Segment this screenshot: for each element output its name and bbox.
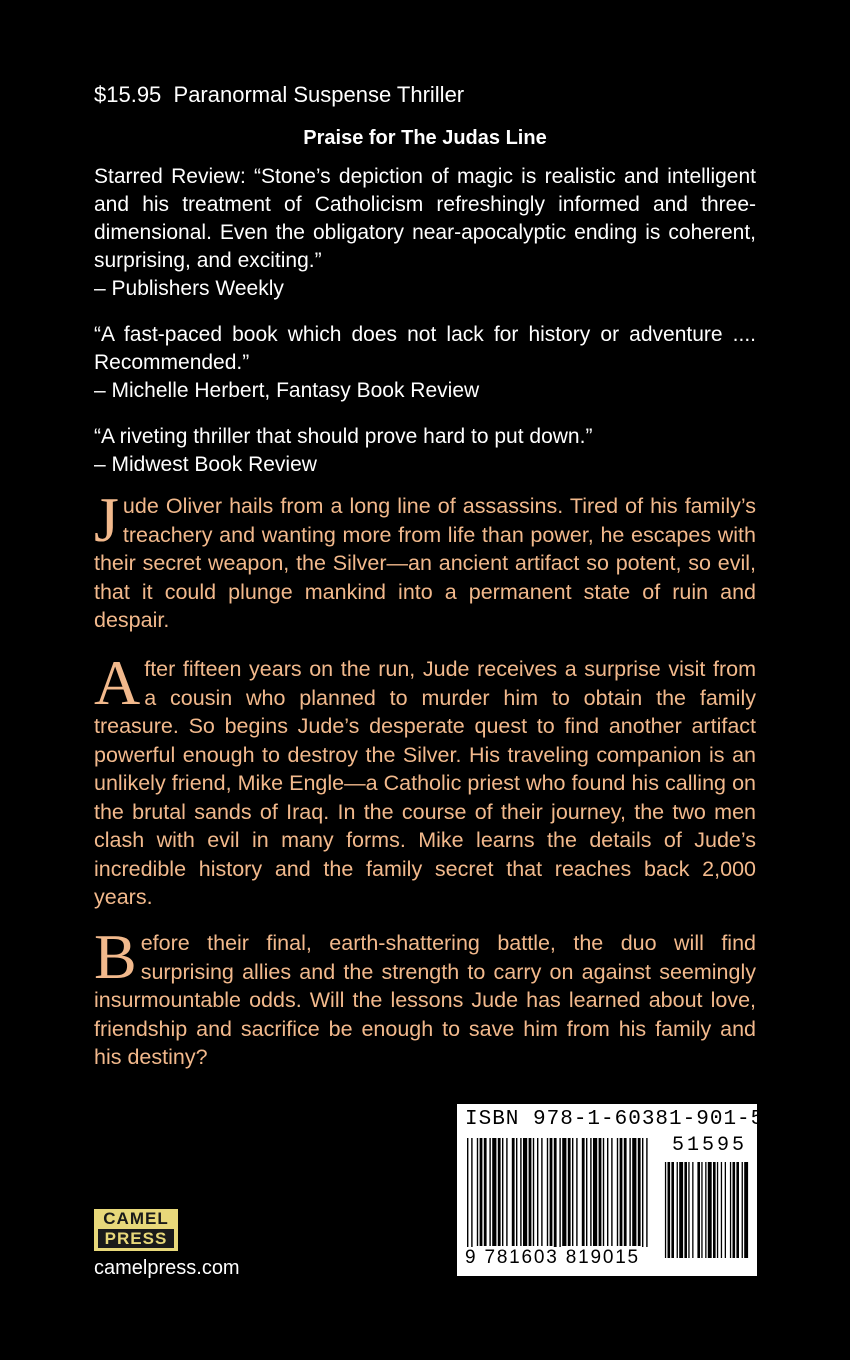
- drop-cap: J: [94, 484, 119, 555]
- isbn-label: ISBN 978-1-60381-901-5: [465, 1108, 765, 1131]
- drop-cap: B: [94, 921, 137, 992]
- review-quote: “A fast-paced book which does not lack for history or adventure .... Recommended.”: [94, 323, 756, 374]
- price-code: 51595: [671, 1134, 747, 1157]
- blurb-paragraph: [94, 484, 756, 635]
- review-item: [94, 163, 756, 303]
- blurb-paragraph: [94, 647, 756, 912]
- logo-line-camel: CAMEL: [103, 1209, 169, 1228]
- review-quote: “A riveting thriller that should prove hard to put down.”: [94, 425, 593, 448]
- logo-line-press: PRESS: [98, 1229, 174, 1248]
- price-genre-line: $15.95 Paranormal Suspense Thriller: [94, 82, 465, 107]
- praise-heading: Praise for The Judas Line: [303, 127, 547, 149]
- review-attribution: – Michelle Herbert, Fantasy Book Review: [94, 379, 480, 402]
- blurb-text: fter fifteen years on the run, Jude receives a surprise visit from a cousin who planned to murder him to obtain the family treasure. So begins Jude’s desperate quest to find another artifact powerful enough to destroy the Silver. His traveling companion is an unlikely friend, Mike Engle—a Catholic priest who found his calling on the brutal sands of Iraq. In the course of their journey, the two men clash with evil in many forms. Mike learns the details of Jude’s incredible history and the family secret that reaches back 2,000 years.: [94, 657, 756, 909]
- review-item: [94, 423, 756, 479]
- blurb-paragraph: [94, 921, 756, 1072]
- review-attribution: – Midwest Book Review: [94, 453, 317, 476]
- review-quote: Starred Review: “Stone’s depiction of magic is realistic and intelligent and his treatment of Catholicism refreshingly informed and three-dimensional. Even the obligatory near-apocalyptic ending is coherent, surprising, and exciting.”: [94, 165, 756, 272]
- ean-digits: 9 781603 819015: [463, 1247, 655, 1269]
- review-item: [94, 321, 756, 405]
- drop-cap: A: [94, 647, 141, 718]
- review-attribution: – Publishers Weekly: [94, 277, 284, 300]
- blurb-text: efore their final, earth-shattering battle, the duo will find surprising allies and the strength to carry on against seemingly insurmountable odds. Will the lessons Jude has learned about love, friendship and sacrifice be enough to save him from his family and his destiny?: [94, 931, 756, 1069]
- publisher-website: camelpress.com: [94, 1257, 240, 1279]
- isbn-barcode: [457, 1104, 765, 1276]
- camel-press-logo: [94, 1209, 178, 1251]
- review-list: [94, 163, 756, 497]
- blurb-text: ude Oliver hails from a long line of assassins. Tired of his family’s treachery and wanting more from life than power, he escapes with their secret weapon, the Silver—an ancient artifact so potent, so evil, that it could plunge mankind into a permanent state of ruin and despair.: [94, 494, 756, 632]
